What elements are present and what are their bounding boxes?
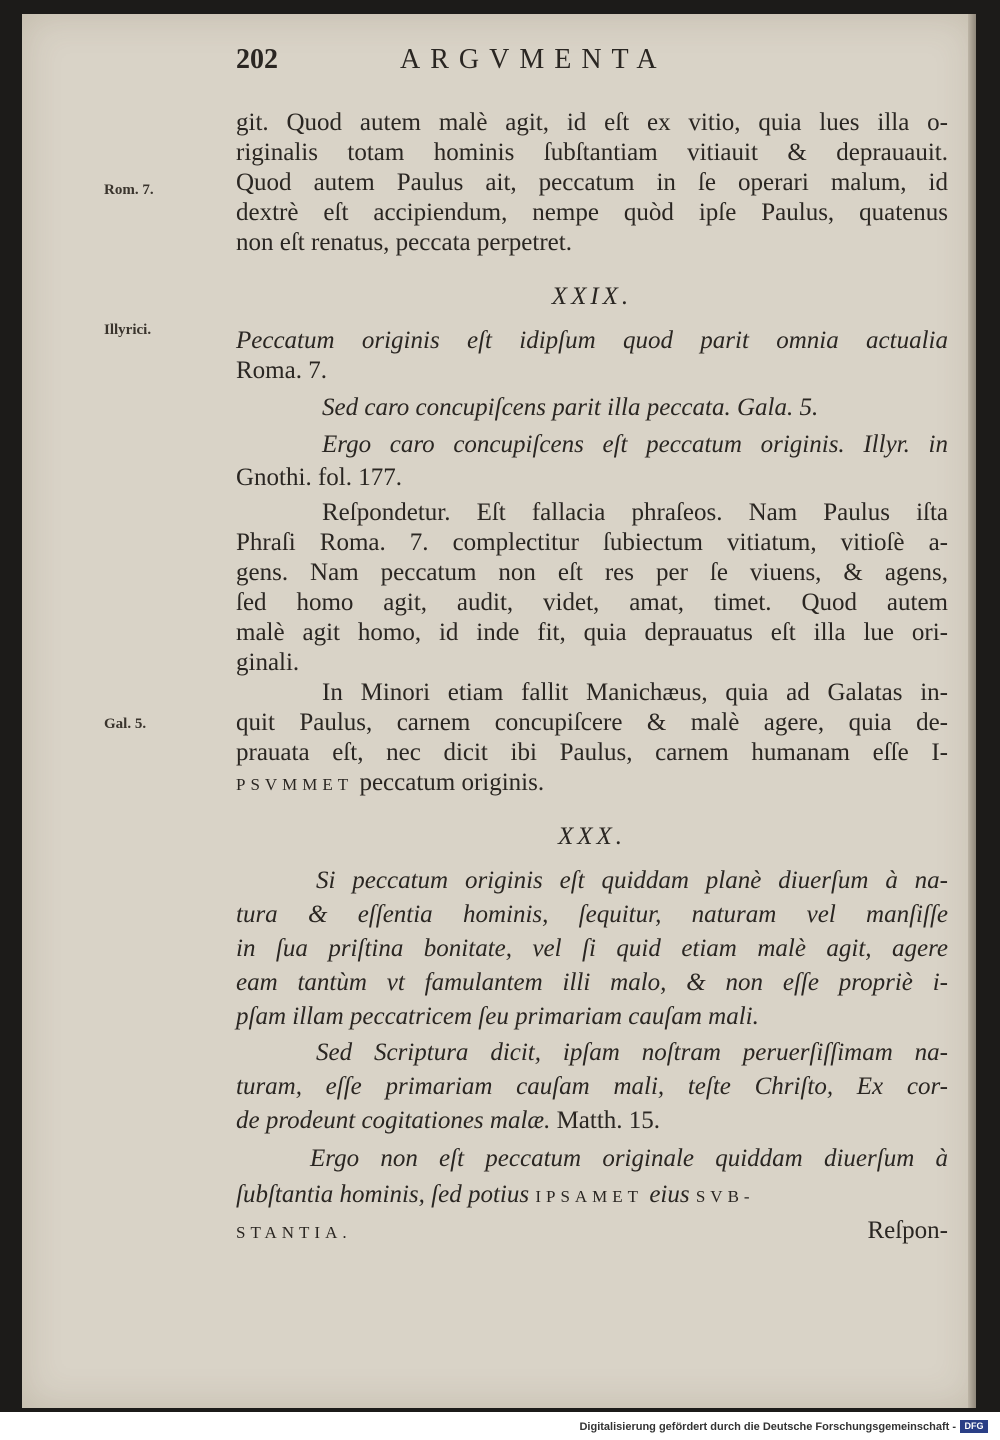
text-line: dextrè eſt accipiendum, nempe quòd ipſe Paulus, quatenus: [236, 199, 948, 226]
footer-bar: [0, 1412, 1000, 1440]
text-line: quit Paulus, carnem concupiſcere & malè agere, quia de-: [236, 709, 948, 736]
catchword: Reſpon-: [867, 1217, 948, 1244]
text-line: eam tantùm vt famulantem illi malo, & non eſſe propriè i-: [236, 969, 948, 996]
text-line: ſed homo agit, audit, videt, amat, timet. Quod autem: [236, 589, 948, 616]
text-line: prauata eſt, nec dicit ibi Paulus, carnem humanam eſſe I-: [236, 739, 948, 766]
text-fragment: Matth. 15.: [556, 1107, 661, 1134]
section-heading-xxix: XXIX.: [551, 283, 633, 310]
section-heading-xxx: XXX.: [557, 823, 627, 850]
text-line: malè agit homo, id inde fit, quia deprauatus eſt illa lue ori-: [236, 619, 948, 646]
text-line: riginalis totam hominis ſubſtantiam vitiauit & deprauauit.: [236, 139, 948, 166]
margin-note-rom: Rom. 7.: [104, 182, 154, 198]
funding-credit: Digitalisierung gefördert durch die Deutsche Forschungsgemeinschaft -: [579, 1421, 956, 1433]
small-caps-word: IPSAMET: [535, 1187, 644, 1206]
text-fragment: de prodeunt cogitationes malæ.: [236, 1107, 551, 1134]
text-line: gens. Nam peccatum non eſt res per ſe viuens, & agens,: [236, 559, 948, 586]
text-line: [236, 768, 948, 800]
text-line: turam, eſſe primariam cauſam mali, teſte Chriſto, Ex cor-: [236, 1073, 948, 1100]
text-line: ginali.: [236, 649, 300, 676]
text-line: In Minori etiam fallit Manichæus, quia ad Galatas in-: [322, 679, 948, 706]
text-line: pſam illam peccatricem ſeu primariam cauſam mali.: [236, 1003, 759, 1030]
text-line: Quod autem Paulus ait, peccatum in ſe operari malum, id: [236, 169, 948, 196]
page-edge: [968, 14, 976, 1408]
text-line: git. Quod autem malè agit, id eſt ex vitio, quia lues illa o-: [236, 109, 948, 136]
text-line: Sed caro concupiſcens parit illa peccata. Gala. 5.: [322, 394, 819, 421]
running-head: ARGVMENTA: [400, 44, 667, 75]
text-fragment: peccatum originis.: [359, 769, 545, 796]
text-line: Sed Scriptura dicit, ipſam noſtram peruerſiſſimam na-: [316, 1039, 948, 1066]
small-caps-word: STANTIA.: [236, 1223, 352, 1242]
text-line: Peccatum originis eſt idipſum quod parit omnia actualia: [236, 327, 948, 354]
small-caps-word: PSVMMET: [236, 775, 354, 794]
margin-note-illyrici: Illyrici.: [104, 322, 152, 338]
dfg-logo: DFG: [960, 1420, 988, 1433]
text-line: Si peccatum originis eſt quiddam planè diuerſum à na-: [316, 867, 948, 894]
text-line: Phraſi Roma. 7. complectitur ſubiectum vitiatum, vitioſè a-: [236, 529, 948, 556]
text-fragment: ſubſtantia hominis, ſed potius: [236, 1181, 530, 1208]
text-line: non eſt renatus, peccata perpetret.: [236, 229, 572, 256]
text-line: tura & eſſentia hominis, ſequitur, naturam vel manſiſſe: [236, 901, 948, 928]
text-fragment: eius: [649, 1181, 690, 1208]
small-caps-word: SVB-: [695, 1187, 755, 1206]
text-line: in ſua priſtina bonitate, vel ſi quid etiam malè agit, agere: [236, 935, 948, 962]
text-line: Gnothi. fol. 177.: [236, 464, 402, 491]
text-line: Ergo caro concupiſcens eſt peccatum originis. Illyr. in: [322, 431, 948, 458]
text-line: Ergo non eſt peccatum originale quiddam diuerſum à: [310, 1145, 948, 1172]
text-line: [236, 1180, 948, 1212]
text-line: Roma. 7.: [236, 357, 327, 384]
text-line: Reſpondetur. Eſt fallacia phraſeos. Nam Paulus iſta: [322, 499, 948, 526]
text-line: [236, 1106, 948, 1136]
page-number: 202: [236, 44, 278, 75]
margin-note-gal: Gal. 5.: [104, 716, 147, 732]
